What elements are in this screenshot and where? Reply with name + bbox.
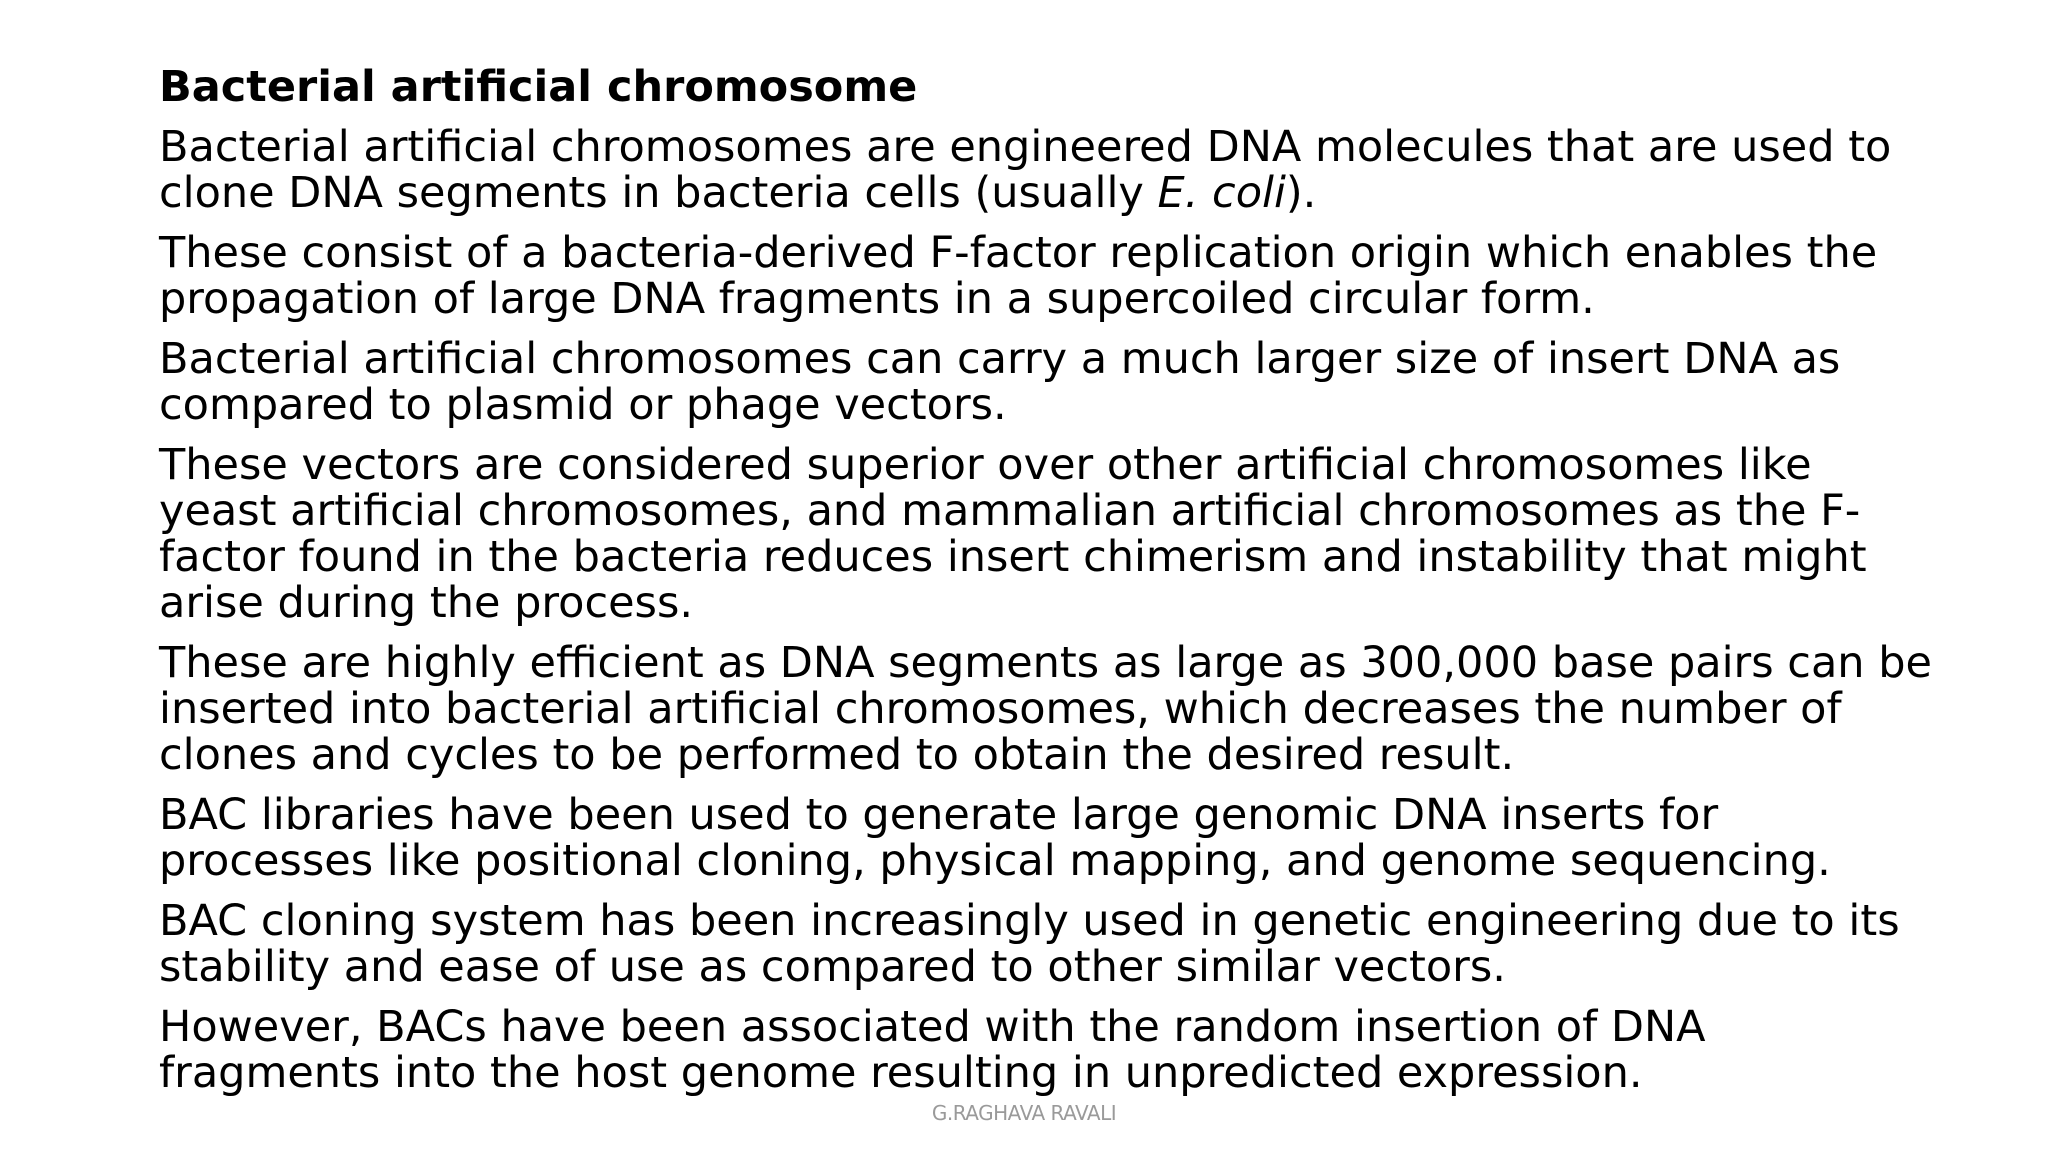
slide-footer-author: G.RAGHAVA RAVALI [931, 1101, 1117, 1125]
paragraph-cloning-system: BAC cloning system has been increasingly used in genetic engineering due to its stability and ease of use as compared to other similar vectors. [159, 896, 1900, 992]
paragraph-insert-size: Bacterial artificial chromosomes can carry a much larger size of insert DNA as compared to plasmid or phage vectors. [159, 334, 1841, 430]
slide-title: Bacterial artificial chromosome [159, 62, 918, 112]
paragraph-superiority: These vectors are considered superior over other artificial chromosomes like yeast artificial chromosomes, and mammalian artificial chromosomes as the F-factor found in the bacteria reduces insert chimerism and instability that might arise during the process. [159, 440, 1867, 628]
paragraph-definition [159, 124, 1939, 216]
paragraph-limitations: However, BACs have been associated with the random insertion of DNA fragments into the host genome resulting in unpredicted expression. [159, 1002, 1706, 1098]
paragraph-definition-text: Bacterial artificial chromosomes are engineered DNA molecules that are used to clone DNA segments in bacteria cells (usually [159, 122, 1892, 218]
slide-content [159, 64, 1939, 1110]
paragraph-composition: These consist of a bacteria-derived F-factor replication origin which enables the propagation of large DNA fragments in a supercoiled circular form. [159, 228, 1878, 324]
organism-name: E. coli [1157, 168, 1286, 218]
paragraph-definition-end: ). [1285, 168, 1317, 218]
paragraph-efficiency: These are highly efficient as DNA segments as large as 300,000 base pairs can be inserted into bacterial artificial chromosomes, which decreases the number of clones and cycles to be performed to obtain the desired result. [159, 638, 1932, 780]
paragraph-libraries: BAC libraries have been used to generate large genomic DNA inserts for processes like positional cloning, physical mapping, and genome sequencing. [159, 790, 1831, 886]
